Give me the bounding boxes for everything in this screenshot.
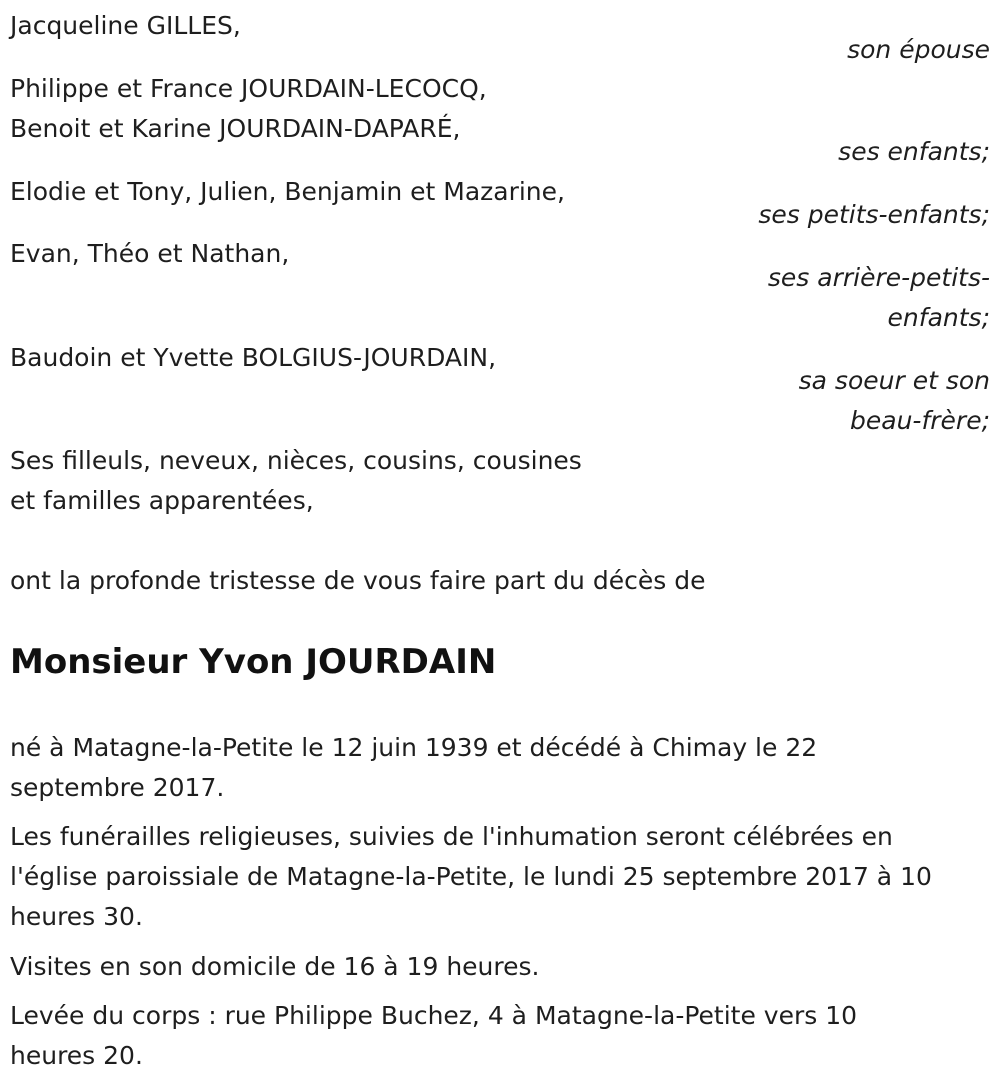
announcement-text: ont la profonde tristesse de vous faire part du décès de [10,566,706,595]
funeral-line-2: l'église paroissiale de Matagne-la-Petite, le lundi 25 septembre 2017 à 10 [10,862,932,891]
child-name-1: Philippe et France JOURDAIN-LECOCQ, [10,74,487,103]
funeral-line-1: Les funérailles religieuses, suivies de l'inhumation seront célébrées en [10,822,893,851]
great-grandchildren-names: Evan, Théo et Nathan, [10,239,290,268]
departure-line-1: Levée du corps : rue Philippe Buchez, 4 à Matagne-la-Petite vers 10 [10,1001,858,1030]
grandchildren-relation: ses petits-enfants; [758,200,990,229]
spouse-relation: son épouse [847,35,990,64]
children-relation: ses enfants; [838,137,990,166]
birth-death-line-1: né à Matagne-la-Petite le 12 juin 1939 et décédé à Chimay le 22 [10,733,818,762]
spouse-name: Jacqueline GILLES, [10,11,241,40]
departure-line-2: heures 20. [10,1041,143,1070]
sibling-names: Baudoin et Yvette BOLGIUS-JOURDAIN, [10,343,497,372]
great-grandchildren-relation-2: enfants; [887,303,990,332]
great-grandchildren-relation-1: ses arrière-petits- [767,263,990,292]
birth-death-line-2: septembre 2017. [10,773,225,802]
grandchildren-names: Elodie et Tony, Julien, Benjamin et Mazarine, [10,177,565,206]
other-relatives-1: Ses filleuls, neveux, nièces, cousins, cousines [10,446,582,475]
visits-line: Visites en son domicile de 16 à 19 heures. [10,952,540,981]
other-relatives-2: et familles apparentées, [10,486,314,515]
child-name-2: Benoit et Karine JOURDAIN-DAPARÉ, [10,114,461,143]
sibling-relation-2: beau-frère; [850,406,990,435]
funeral-line-3: heures 30. [10,902,143,931]
sibling-relation-1: sa soeur et son [798,366,990,395]
deceased-name: Monsieur Yvon JOURDAIN [10,642,497,682]
